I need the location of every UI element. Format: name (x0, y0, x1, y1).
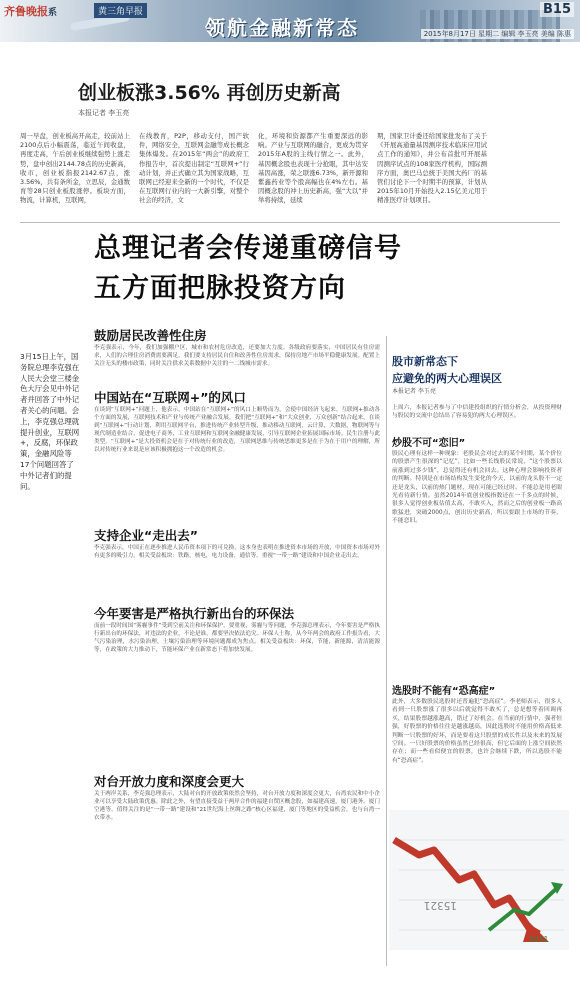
right-intro: 上周六，本报记者参与了中信建投组织的行情分析会，从投资理财与股民的交流中总结出了容易犯的两大心理误区。 (392, 405, 562, 420)
section4-body: 而前一段时间国“雾霾事件”受到空前关注和环保保护，要重视，雾霾与等问题，李克强总理表示，今年要害是严格执行新出台的环保法，对违法的企业，不论是谁，都要坚决依法追究。环保人士称，从今年两会的政府工作报告看，大气污染治理，水污染治理，土壤污染治理等环境问题都成为焦点。相关受益板块：环保，节能，新能源，清洁能源等，在政策的大力推动下，节能环保产业在新常态下将加快发展。 (94, 623, 380, 654)
section2-title: 中国站在“互联网+”的风口 (94, 390, 246, 405)
sidebar-quote: 3月15日上午，国务院总理李克强在人民大会堂三楼金色大厅会见中外记者并回答了中外记者关心的问题。会上，李克强总理就提升创业，互联网+，反腐，环保政策，金融风险等17个问题回答了中外记者们的提问。 (20, 352, 80, 491)
right-headline-line2: 应避免的两大心理误区 (392, 372, 502, 385)
right-section1-title: 炒股不可“恋旧” (392, 438, 466, 449)
section5-title: 对台开放力度和深度会更大 (94, 774, 245, 789)
section-name: 黄三角早报 (94, 3, 147, 18)
article1-byline: 本报记者 李玉亮 (78, 109, 130, 117)
right-section2-title: 选股时不能有“恐高症” (392, 686, 496, 697)
article1-headline: 创业板涨3.56% 再创历史新高 (78, 82, 341, 104)
section1-body: 李克强表示，今年，我们加强棚户区，城市和农村危房改造，还要加大力度。各级政府要落实，中国居民有住房需求，人们的合理住房消费需要满足，我们要支持居民自住和改善性住房需求，保持房地产市场平稳健康发展。配置上关注无头的楼市政策，同时关注供求关系数据中关注的一二线城市需求。 (94, 345, 380, 368)
page-number: B15 (540, 2, 574, 17)
right-section1-body: 股民心理有这样一种现象：老股民会对过去的某个时期，某个价位的股票产生很深的“记忆”，比如一些长线股民常说，“这个股票以前涨到过多少钱”，总觉得还有机会回去。这种心理会影响投资者的判断。特别是在市场结构发生变化的今天，以前的龙头股不一定还是龙头，以前的热门题材，现在可能已经过时。不能总是用老眼光看待新行情。虽然2014年底创业板指数还在一千多点的时候，很多人觉得创业板估值太高，不敢买入，然而之后的创业板一路高歌猛进，突破2000点，创出历史新高，所以要跟上市场的节奏，不能恋旧。 (392, 451, 562, 525)
right-headline-line1: 股市新常态下 (392, 355, 458, 368)
section3-body: 李克强表示，中国正在逐步推进人民币资本项下的可兑换，这本身也表明在推进资本市场的开放，中国资本市场对外有更多的吸引力。相关受益板块：铁路，核电，电力设备，通信等。重视“一带一路”建设和中国企业走出去。 (94, 545, 380, 560)
right-section2-body: 此外，大多数股民选股时还普遍犯“恐高症”。李老师表示，很多人看到一只股票涨了很多以后就觉得不敢买了，总是想等着回调再买，结果股票越涨越高，错过了好机会。在当前的行情中，强者恒强，好股票的价格往往是越涨越高，因此选股时不能用价格高低来判断一只股票的好坏，而是要看这只股票的成长性以及未来的发展空间。一只好股票的价格虽然已经很高，但它后面的上涨空间依然存在；而一些看似便宜的股票，也许会继续下跌，所以选股不能有“恐高症”。 (392, 699, 562, 764)
section-divider (20, 222, 560, 223)
main-headline-line1: 总理记者会传递重磅信号 (94, 233, 402, 264)
chart-label-left: 15321 (423, 899, 457, 912)
article1-col3: 化，环境和资源都产生重要深远的影响。产业与互联网的融合，更成为贯穿2015年A股的主线行情之一。此外，基因概念股也表现十分抢眼，其中达安基因高涨，荣之联涨6.73%，新开源和紫鑫药业等个股高幅也在4%左右。基因概念股的冲上历史新高，强“大以”并举将持续，延续 (258, 132, 368, 205)
section5-body: 关于两岸关系，李克强总理表示，大陆对台的开放政策依然会坚持，对台开放力度和深度会更大，台湾农民和中小企业可以享受大陆政策优惠。除此之外，有望直接受益于两岸合作的福建自贸区概念股，如福建高速，厦门港务，厦门空港等。值得关注的是“一带一路”建设和“21世纪海上丝绸之路”核心区福建，厦门等地区的受益机会，也与台湾一衣带水。 (94, 791, 380, 822)
article1-col4: 期，国家卫计委还给国家批发布了关于《开展高通量基因测序技术临床应用试点工作的通知》，并公布首批可开展基因测序试点的108家医疗机构，国际测序方面，奥巴马总统于美国大药厂的基管们讨论下一个时期半的预算，计划从2015年10月开始投入2.15亿美元用于精准医疗计划项目。 (377, 132, 487, 205)
column-divider (386, 336, 387, 966)
article1-col2: 在线教育，P2P，移动支付，国产软件，网络安全，互联网金融等成长概念集体爆发。在2015年“两会”的政府工作报告中，首次提出制定“互联网+”行动计划，并正式确立其为国家战略，互联网已经迎来全新的一个时代，不仅是在互联网行业内的一大新引擎，对整个社会的经济，文 (139, 132, 249, 205)
section3-title: 支持企业“走出去” (94, 528, 198, 543)
article1-col1: 周一早盘，创业板高开高走，较前站上2100点后小幅震荡，临近午间收盘，再度走高，午后创业板继续强势上涨走势，盘中创出2144.78点的历史新高，收市，创业板指报2142.67点，涨3.56%，共有条所金，立思辰，金通数育等28只创业板股涨停。板块方面，物流，计算机，互联网， (20, 132, 130, 205)
main-headline-line2: 五方面把脉投资方向 (94, 273, 346, 304)
section1-title: 鼓励居民改善性住房 (94, 328, 207, 343)
section2-body: 在谈到“互联网+”问题上，他表示，中国站在“互联网+”的风口上顺势而为，会使中国经济飞起来。互联网+推动各个方面的发展，互联网技术和产业与传统产业融合发展。我们把“互联网+”和“大众创业，万众创新”结合起来，在谈到“互联网+”行动计划，利用互联网平台，推进传统产业转型升级，推动移动互联网，云计算，大数据，物联网等与现代制造业结合，促进电子商务，工业互联网和互联网金融健康发展，引导互联网企业拓展国际市场。民生注册与此类型。“互联网+”是大投资机会是在于对传统行业的改造，互联网思维与传统思维更多是在于为在于用户的理解，所以对传统行业来说是应该积极拥抱这一个改造的机会。 (94, 407, 380, 454)
masthead (0, 0, 580, 42)
banner-title: 领航金融新常态 (205, 16, 359, 40)
stock-chart-illustration (389, 810, 569, 950)
paper-name: 齐鲁晚报系 (4, 5, 58, 18)
chart-label-right: 5231 (529, 935, 549, 944)
section4-title: 今年要害是严格执行新出台的环保法 (94, 606, 295, 621)
right-byline: 本报记者 李玉亮 (392, 388, 436, 395)
date-editor-info: 2015年8月17日 星期二 编辑 李玉亮 美编 陈惠 (421, 29, 574, 39)
